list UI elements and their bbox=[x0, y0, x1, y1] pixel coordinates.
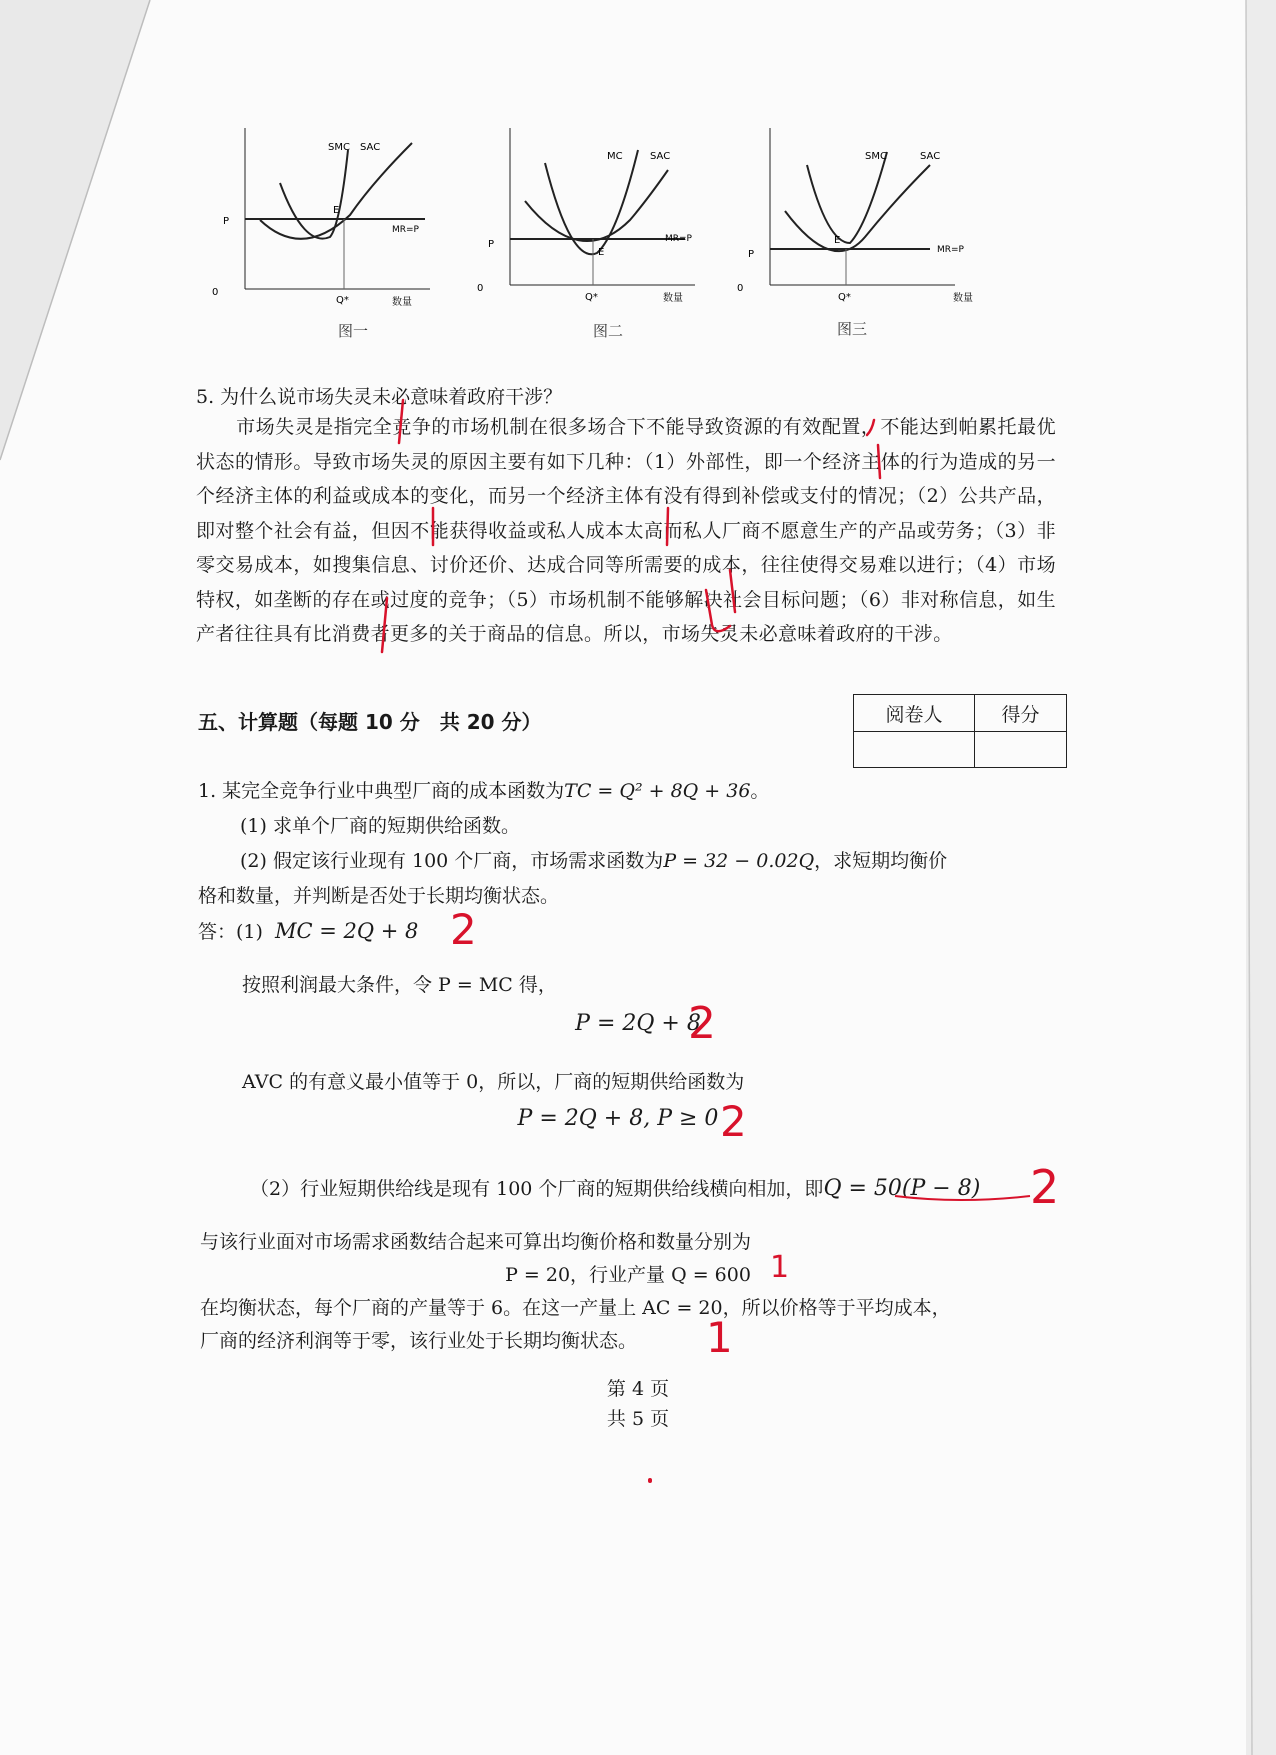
answer-prefix: 答：(1) bbox=[198, 921, 263, 943]
fig3-origin: 0 bbox=[737, 283, 744, 294]
figure-3-caption: 图三 bbox=[837, 320, 868, 338]
red-mark-2-b: 2 bbox=[688, 998, 716, 1049]
fig2-mc-label: MC bbox=[607, 151, 623, 162]
supply-eq1: P = 2Q + 8 bbox=[575, 1011, 701, 1036]
red-mark-2-c: 2 bbox=[720, 1097, 747, 1146]
fig1-smc-label: SMC bbox=[328, 142, 350, 153]
profit-condition: 按照利润最大条件，令 P = MC 得， bbox=[242, 974, 557, 996]
fig1-p-label: P bbox=[223, 216, 230, 227]
fig2-origin: 0 bbox=[477, 283, 484, 294]
supply-eq2: P = 2Q + 8, P ≥ 0 bbox=[517, 1106, 719, 1131]
fig1-origin: 0 bbox=[212, 287, 219, 298]
figure-1-caption: 图一 bbox=[338, 322, 369, 340]
fig3-mr-label: MR=P bbox=[937, 245, 964, 255]
question-5-answer-text: 市场失灵是指完全竞争的市场机制在很多场合下不能导致资源的有效配置，不能达到帕累托最优状态的情形。导致市场失灵的原因主要有如下几种：（1）外部性，即一个经济主体的行为造成的另一个经济主体的利益或成本的变化，而另一个经济主体有没有得到补偿或支付的情况；（2）公共产品，即对整个社会有益，但因不能获得收益或私人成本太高而私人厂商不愿意生产的产品或劳务；（3）非零交易成本，如搜集信息、讨价还价、达成合同等所需要的成本，往往使得交易难以进行；（4）市场特权，如垄断的存在或过度的竞争；（5）市场机制不能够解决社会目标问题；（6）非对称信息，如生产者往往具有比消费者更多的关于商品的信息。所以，市场失灵未必意味着政府的干涉。 bbox=[196, 416, 1056, 645]
fig3-e-label: E bbox=[834, 235, 841, 246]
calc1-sub2-cont: 格和数量，并判断是否处于长期均衡状态。 bbox=[198, 885, 560, 907]
fig1-sac-label: SAC bbox=[360, 142, 381, 153]
red-mark-1-a: 1 bbox=[770, 1250, 790, 1285]
fig3-p-label: P bbox=[748, 249, 755, 260]
industry-supply-eq: Q = 50(P − 8) bbox=[823, 1176, 981, 1201]
total-pages: 共 5 页 bbox=[606, 1408, 670, 1430]
conclusion-line2: 厂商的经济利润等于零，该行业处于长期均衡状态。 bbox=[200, 1330, 638, 1352]
calc1-sub2a: (2) 假定该行业现有 100 个厂商，市场需求函数为 bbox=[240, 850, 664, 872]
page-number: 第 4 页 bbox=[606, 1378, 670, 1400]
question-5-title: 5. 为什么说市场失灵未必意味着政府干涉？ bbox=[196, 386, 563, 408]
fig2-qty: 数量 bbox=[663, 293, 683, 304]
fig1-qstar: Q* bbox=[336, 295, 349, 306]
figure-2-caption: 图二 bbox=[593, 322, 624, 340]
grader-header: 阅卷人 bbox=[854, 695, 975, 732]
fig2-sac-label: SAC bbox=[650, 151, 671, 162]
red-mark-2-a: 2 bbox=[450, 905, 477, 954]
combine-statement: 与该行业面对市场需求函数结合起来可算出均衡价格和数量分别为 bbox=[200, 1231, 752, 1253]
calc1-stem-end: 。 bbox=[750, 780, 770, 802]
calc1-stem-text: 1. 某完全竞争行业中典型厂商的成本函数为 bbox=[198, 780, 565, 802]
calc1-sub2-formula: P = 32 − 0.02Q bbox=[663, 850, 815, 872]
fig3-smc-label: SMC bbox=[865, 151, 887, 162]
fig2-p-label: P bbox=[488, 239, 495, 250]
calc1-sub1: (1) 求单个厂商的短期供给函数。 bbox=[240, 815, 520, 837]
part2-text: （2）行业短期供给线是现有 100 个厂商的短期供给线横向相加，即 bbox=[250, 1178, 824, 1200]
fig2-mr-label: MR=P bbox=[665, 234, 692, 244]
red-mark-1-b: 1 bbox=[706, 1313, 733, 1362]
avc-statement: AVC 的有意义最小值等于 0，所以，厂商的短期供给函数为 bbox=[242, 1071, 745, 1093]
conclusion-line1: 在均衡状态，每个厂商的产量等于 6。在这一产量上 AC = 20，所以价格等于平均成本， bbox=[200, 1297, 951, 1319]
section-5-title: 五、计算题（每题 10 分 共 20 分） bbox=[198, 710, 542, 734]
fig1-e-label: E bbox=[333, 205, 340, 216]
calc1-sub2b: ，求短期均衡价 bbox=[814, 850, 948, 872]
red-mark-2-d: 2 bbox=[1030, 1160, 1060, 1214]
fig1-qty: 数量 bbox=[392, 297, 412, 308]
calc1-stem-formula: TC = Q² + 8Q + 36 bbox=[564, 780, 751, 802]
equilibrium-result: P = 20，行业产量 Q = 600 bbox=[505, 1264, 751, 1286]
score-header: 得分 bbox=[975, 695, 1067, 732]
red-speck bbox=[648, 1478, 652, 1483]
fig2-qstar: Q* bbox=[585, 292, 598, 303]
fig3-sac-label: SAC bbox=[920, 151, 941, 162]
fig1-mr-label: MR=P bbox=[392, 225, 419, 235]
fig2-e-label: E bbox=[598, 247, 605, 258]
fig3-qstar: Q* bbox=[838, 292, 851, 303]
mc-formula: MC = 2Q + 8 bbox=[275, 919, 419, 943]
fig3-qty: 数量 bbox=[953, 293, 973, 304]
